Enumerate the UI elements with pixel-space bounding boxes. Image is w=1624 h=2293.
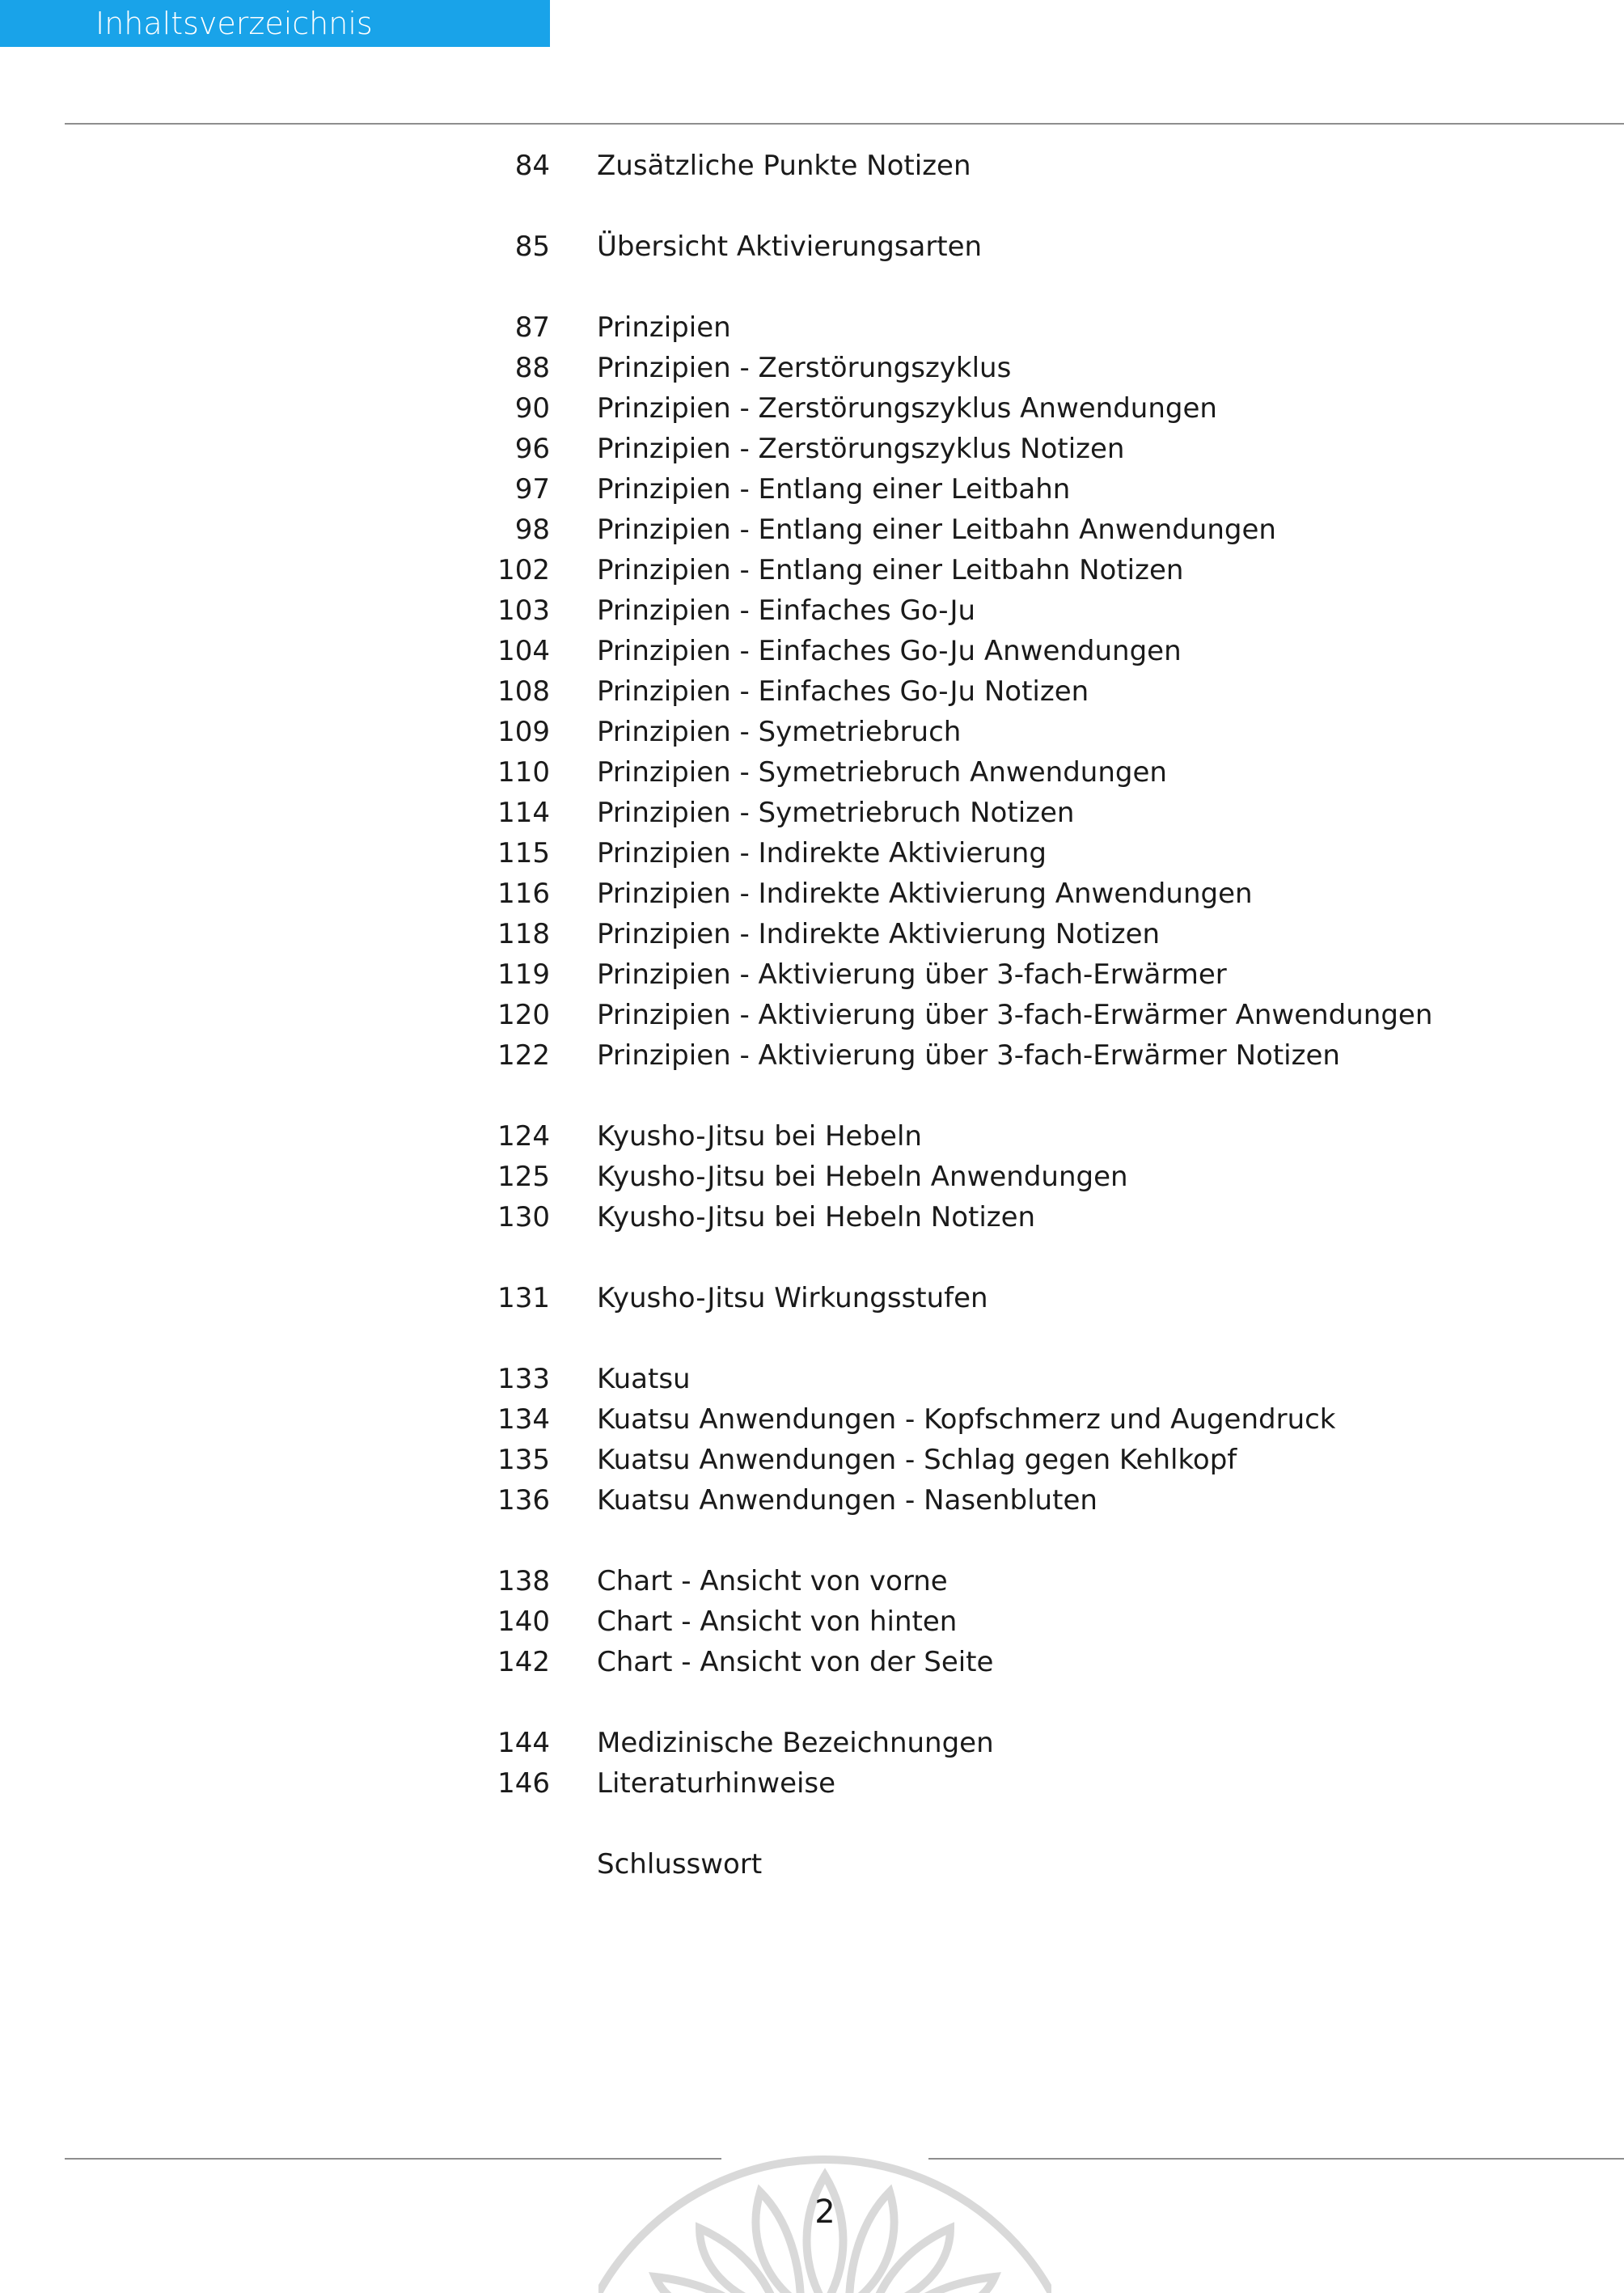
- toc-entry[interactable]: [0, 590, 1624, 631]
- toc-title: Übersicht Aktivierungsarten: [597, 231, 983, 263]
- toc-page-number: 96: [514, 433, 550, 465]
- toc-entry[interactable]: [0, 1035, 1624, 1076]
- toc-page-number: 134: [497, 1403, 550, 1436]
- toc-title: Prinzipien - Indirekte Aktivierung Notizen: [597, 918, 1161, 950]
- toc-title: Prinzipien - Einfaches Go-Ju Notizen: [597, 675, 1089, 708]
- toc-entry[interactable]: [0, 469, 1624, 510]
- toc-page-number: 102: [497, 554, 550, 586]
- toc-title: Prinzipien - Aktivierung über 3-fach-Erwärmer: [597, 958, 1227, 991]
- toc-title: Prinzipien - Entlang einer Leitbahn Notizen: [597, 554, 1184, 586]
- toc-entry[interactable]: [0, 388, 1624, 429]
- toc-page-number: 130: [497, 1201, 550, 1233]
- toc-entry[interactable]: [0, 1197, 1624, 1237]
- toc-title: Prinzipien - Aktivierung über 3-fach-Erwärmer Anwendungen: [597, 999, 1433, 1031]
- toc-page-number: 136: [497, 1484, 550, 1517]
- toc-page-number: 124: [497, 1120, 550, 1153]
- toc-entry[interactable]: [0, 793, 1624, 833]
- toc-title: Prinzipien - Entlang einer Leitbahn Anwendungen: [597, 514, 1276, 546]
- toc-title: Kuatsu: [597, 1363, 691, 1395]
- toc-title: Kuatsu Anwendungen - Schlag gegen Kehlkopf: [597, 1444, 1237, 1476]
- toc-page-number: 120: [497, 999, 550, 1031]
- toc-entry[interactable]: [0, 1723, 1624, 1763]
- toc-page-number: 144: [497, 1727, 550, 1759]
- header-tab: [0, 0, 550, 47]
- toc-entry[interactable]: [0, 1480, 1624, 1521]
- toc-title: Kyusho-Jitsu bei Hebeln: [597, 1120, 922, 1153]
- toc-page-number: 108: [497, 675, 550, 708]
- toc-title: Prinzipien - Einfaches Go-Ju Anwendungen: [597, 635, 1182, 667]
- toc-title: Kyusho-Jitsu bei Hebeln Notizen: [597, 1201, 1036, 1233]
- toc-entry[interactable]: [0, 1440, 1624, 1480]
- toc-page-number: 118: [497, 918, 550, 950]
- toc-page-number: 85: [514, 231, 550, 263]
- toc-page-number: 116: [497, 878, 550, 910]
- toc-entry[interactable]: [0, 429, 1624, 469]
- toc-title: Prinzipien - Zerstörungszyklus Notizen: [597, 433, 1125, 465]
- toc-entry[interactable]: [0, 1278, 1624, 1318]
- toc-title: Prinzipien - Symetriebruch Anwendungen: [597, 756, 1167, 789]
- toc-title: Chart - Ansicht von hinten: [597, 1606, 958, 1638]
- toc-title: Chart - Ansicht von der Seite: [597, 1646, 994, 1678]
- top-divider: [65, 123, 1624, 125]
- toc-entry[interactable]: [0, 1561, 1624, 1601]
- toc-title: Medizinische Bezeichnungen: [597, 1727, 994, 1759]
- toc-page-number: 119: [497, 958, 550, 991]
- toc-title: Kuatsu Anwendungen - Nasenbluten: [597, 1484, 1097, 1517]
- toc-entry[interactable]: [0, 914, 1624, 954]
- toc-entry[interactable]: [0, 833, 1624, 874]
- toc-title: Prinzipien - Einfaches Go-Ju: [597, 594, 976, 627]
- toc-entry[interactable]: [0, 671, 1624, 712]
- toc-page-number: 84: [514, 150, 550, 182]
- toc-entry[interactable]: [0, 510, 1624, 550]
- toc-title: Kyusho-Jitsu bei Hebeln Anwendungen: [597, 1161, 1128, 1193]
- toc-entry[interactable]: [0, 631, 1624, 671]
- toc-entry[interactable]: [0, 1763, 1624, 1804]
- toc-page-number: 110: [497, 756, 550, 789]
- toc-entry[interactable]: [0, 146, 1624, 186]
- toc-title: Literaturhinweise: [597, 1767, 836, 1800]
- toc-page-number: 104: [497, 635, 550, 667]
- toc-entry[interactable]: [0, 1844, 1624, 1885]
- toc-page-number: 135: [497, 1444, 550, 1476]
- toc-entry[interactable]: [0, 752, 1624, 793]
- toc-title: Prinzipien - Zerstörungszyklus Anwendungen: [597, 392, 1217, 425]
- toc-page-number: 103: [497, 594, 550, 627]
- toc-page-number: 142: [497, 1646, 550, 1678]
- toc-page-number: 98: [514, 514, 550, 546]
- toc-page-number: 115: [497, 837, 550, 869]
- toc-entry[interactable]: [0, 1601, 1624, 1642]
- toc-title: Prinzipien: [597, 311, 731, 344]
- toc-title: Kuatsu Anwendungen - Kopfschmerz und Augendruck: [597, 1403, 1336, 1436]
- toc-page-number: 109: [497, 716, 550, 748]
- table-of-contents: [0, 146, 1624, 1885]
- toc-page-number: 133: [497, 1363, 550, 1395]
- toc-title: Prinzipien - Entlang einer Leitbahn: [597, 473, 1071, 506]
- toc-title: Schlusswort: [597, 1848, 763, 1881]
- toc-entry[interactable]: [0, 995, 1624, 1035]
- toc-entry[interactable]: [0, 1359, 1624, 1399]
- toc-page-number: 140: [497, 1606, 550, 1638]
- toc-title: Chart - Ansicht von vorne: [597, 1565, 948, 1597]
- page-number: 2: [814, 2194, 835, 2231]
- toc-title: Prinzipien - Indirekte Aktivierung: [597, 837, 1047, 869]
- toc-page-number: 131: [497, 1282, 550, 1314]
- toc-page-number: 87: [514, 311, 550, 344]
- toc-entry[interactable]: [0, 712, 1624, 752]
- toc-title: Prinzipien - Indirekte Aktivierung Anwendungen: [597, 878, 1253, 910]
- toc-page-number: 125: [497, 1161, 550, 1193]
- toc-page-number: 97: [514, 473, 550, 506]
- toc-entry[interactable]: [0, 307, 1624, 348]
- toc-title: Prinzipien - Aktivierung über 3-fach-Erwärmer Notizen: [597, 1039, 1340, 1072]
- toc-title: Prinzipien - Symetriebruch Notizen: [597, 797, 1075, 829]
- toc-entry[interactable]: [0, 1116, 1624, 1157]
- toc-title: Prinzipien - Zerstörungszyklus: [597, 352, 1012, 384]
- toc-title: Kyusho-Jitsu Wirkungsstufen: [597, 1282, 988, 1314]
- toc-page-number: 90: [514, 392, 550, 425]
- toc-entry[interactable]: [0, 954, 1624, 995]
- toc-page-number: 146: [497, 1767, 550, 1800]
- toc-page-number: 114: [497, 797, 550, 829]
- toc-page-number: 138: [497, 1565, 550, 1597]
- section-title: Inhaltsverzeichnis: [95, 6, 373, 41]
- toc-entry[interactable]: [0, 550, 1624, 590]
- toc-title: Prinzipien - Symetriebruch: [597, 716, 962, 748]
- toc-entry[interactable]: [0, 226, 1624, 267]
- toc-entry[interactable]: [0, 1399, 1624, 1440]
- toc-page-number: 88: [514, 352, 550, 384]
- toc-title: Zusätzliche Punkte Notizen: [597, 150, 971, 182]
- toc-page-number: 122: [497, 1039, 550, 1072]
- toc-entry[interactable]: [0, 1157, 1624, 1197]
- toc-entry[interactable]: [0, 1642, 1624, 1682]
- toc-entry[interactable]: [0, 348, 1624, 388]
- toc-entry[interactable]: [0, 874, 1624, 914]
